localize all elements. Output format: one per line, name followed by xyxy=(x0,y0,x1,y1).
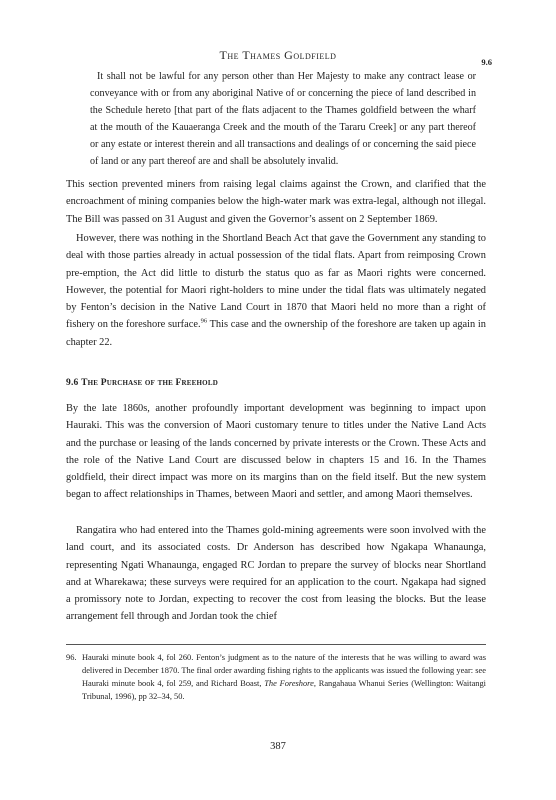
footnote-96 xyxy=(66,651,486,703)
section-heading-title: The Purchase of the Freehold xyxy=(81,378,218,388)
running-section-number: 9.6 xyxy=(481,57,492,67)
footnote-title-italic: The Foreshore xyxy=(264,679,314,688)
page-number: 387 xyxy=(270,741,286,752)
block-quote: It shall not be lawful for any person other than Her Majesty to make any contract lease or conveyance with or from any aboriginal Native of or concerning the piece of land described in the Schedule hereto [that part of the flats adjacent to the Thames goldfield between the wharf at the mouth of the Kauaeranga Creek and the mouth of the Tararu Creek] or any part thereof or any estate or interest therein and all transactions and dealings of or concerning the said piece of land or any part thereof are and shall be absolutely invalid. xyxy=(90,71,476,168)
footnote-text xyxy=(66,651,486,703)
footnote-number: 96. xyxy=(66,653,77,662)
footnote-divider xyxy=(66,644,486,645)
paragraph-1-text: This section prevented miners from raising legal claims against the Crown, and clarified that the encroachment of mining companies below the high-water mark was extra-legal, although not illegal. The Bill was passed on 31 August and given the Governor’s assent on 2 September 1869. xyxy=(66,179,486,225)
paragraph-2 xyxy=(66,230,486,351)
paragraph-2-text-a: However, there was nothing in the Shortland Beach Act that gave the Government any standing to deal with those parties already in actual possession of the tidal flats. Apart from reimposing Crown pre-emption, the Act did little to disturb the status quo as far as Maori rights were concerned. However, the potential for Maori right-holders to mine under the tidal flats was ultimately negated by Fenton’s decision in the Native Land Court in 1870 that Maori held no more than a right of fishery on the foreshore surface. xyxy=(66,233,486,331)
section-heading-number: 9.6 xyxy=(66,378,79,388)
paragraph-4-text: Rangatira who had entered into the Thames gold-mining agreements were soon involved with the land court, and its associated costs. Dr Anderson has described how Ngakapa Whanaunga, representing Ngati Whanaunga, engaged RC Jordan to prepare the survey of blocks near Shortland and at Wharekawa; these surveys were required for an application to the court. Ngakapa had signed a promissory note to Jordan, expecting to recover the cost from leasing the blocks. But the lease arrangement fell through and Jordan took the chief xyxy=(66,525,486,623)
paragraph-2-text xyxy=(66,230,486,351)
paragraph-1 xyxy=(66,176,486,228)
footnote-text-b: , Rangahaua Whanui Series (Wellington: Waitangi Tribunal, 1996), pp 32–34, 50. xyxy=(82,679,486,701)
section-heading xyxy=(66,378,218,388)
footnote-text-a: Hauraki minute book 4, fol 260. Fenton’s judgment as to the nature of the interests that he was willing to award was delivered in December 1870. The final order awarding fishing rights to the applicants was issued the following year: see Hauraki minute book 4, fol 259, and Richard Boast, xyxy=(82,653,486,688)
paragraph-3 xyxy=(66,400,486,504)
paragraph-3-text: By the late 1860s, another profoundly important development was beginning to impact upon Hauraki. This was the conversion of Maori customary tenure to titles under the Native Land Acts and the purchase or leasing of the lands concerned by private interests or the Crown. These Acts and the role of the Native Land Court are discussed below in chapters 15 and 16. In the Thames goldfield, their direct impact was more on its margins than on the field itself. But the new system began to affect relationships in Thames, between Maori and settler, and among Maori themselves. xyxy=(66,403,486,501)
footnote-ref-96[interactable]: 96 xyxy=(200,318,208,326)
running-title: The Thames Goldfield xyxy=(219,48,337,62)
paragraph-4 xyxy=(66,522,486,626)
paragraph-2-text-b: This case and the ownership of the foreshore are taken up again in chapter 22. xyxy=(66,319,487,348)
